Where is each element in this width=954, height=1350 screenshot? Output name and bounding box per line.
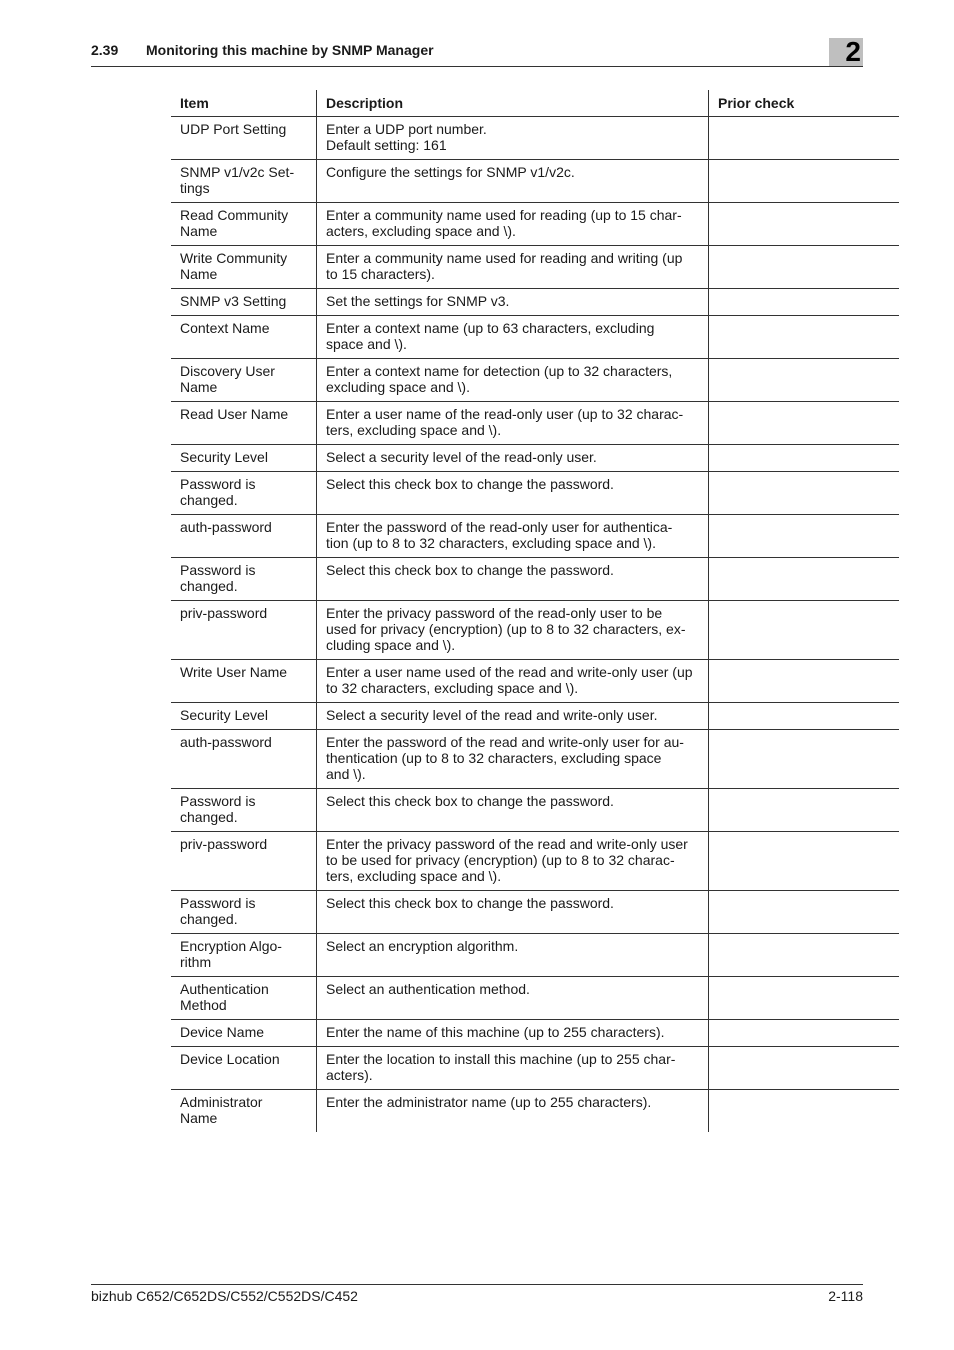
cell-prior-check [709, 789, 900, 832]
cell-prior-check [709, 1047, 900, 1090]
cell-item: Read Community Name [171, 203, 317, 246]
cell-item: Security Level [171, 445, 317, 472]
cell-item: priv-password [171, 601, 317, 660]
cell-item: Authentication Method [171, 977, 317, 1020]
cell-item: SNMP v3 Setting [171, 289, 317, 316]
cell-description: Enter the privacy password of the read and write-only user to be used for privacy (encryption) (up to 8 to 32 charac- ters, excluding space and \). [317, 832, 709, 891]
cell-item: Password is changed. [171, 558, 317, 601]
cell-item: Password is changed. [171, 472, 317, 515]
footer-model-name: bizhub C652/C652DS/C552/C552DS/C452 [91, 1288, 358, 1304]
cell-description: Select an authentication method. [317, 977, 709, 1020]
cell-description: Select an encryption algorithm. [317, 934, 709, 977]
column-header-item: Item [171, 90, 317, 117]
table-row [171, 515, 899, 558]
cell-prior-check [709, 977, 900, 1020]
table-row [171, 402, 899, 445]
cell-prior-check [709, 472, 900, 515]
cell-prior-check [709, 703, 900, 730]
cell-description: Enter the name of this machine (up to 255 characters). [317, 1020, 709, 1047]
cell-description: Enter the privacy password of the read-only user to be used for privacy (encryption) (up to 8 to 32 characters, ex- cluding space and \). [317, 601, 709, 660]
cell-description: Enter the administrator name (up to 255 characters). [317, 1090, 709, 1133]
table-row [171, 934, 899, 977]
table-row [171, 601, 899, 660]
cell-description: Enter the location to install this machine (up to 255 char- acters). [317, 1047, 709, 1090]
cell-prior-check [709, 1090, 900, 1133]
cell-prior-check [709, 316, 900, 359]
cell-description: Configure the settings for SNMP v1/v2c. [317, 160, 709, 203]
cell-prior-check [709, 730, 900, 789]
cell-item: Password is changed. [171, 789, 317, 832]
cell-item: Read User Name [171, 402, 317, 445]
cell-description: Select this check box to change the password. [317, 891, 709, 934]
table-row [171, 977, 899, 1020]
cell-description: Set the settings for SNMP v3. [317, 289, 709, 316]
cell-item: Encryption Algo- rithm [171, 934, 317, 977]
settings-table-container [171, 90, 863, 1132]
table-row [171, 445, 899, 472]
table-row [171, 730, 899, 789]
cell-prior-check [709, 601, 900, 660]
cell-item: Administrator Name [180, 1094, 263, 1126]
table-row [171, 703, 899, 730]
cell-description: Select a security level of the read-only user. [317, 445, 709, 472]
cell-item: Security Level [171, 703, 317, 730]
cell-description: Enter a community name used for reading (up to 15 char- acters, excluding space and \). [317, 203, 709, 246]
cell-prior-check [709, 1020, 900, 1047]
table-row [171, 117, 899, 160]
cell-prior-check [709, 203, 900, 246]
cell-prior-check [709, 891, 900, 934]
table-row [171, 203, 899, 246]
page-header [91, 38, 863, 67]
cell-item: Context Name [171, 316, 317, 359]
cell-description: Enter a user name of the read-only user (up to 32 charac- ters, excluding space and \). [317, 402, 709, 445]
cell-description: Select this check box to change the password. [317, 558, 709, 601]
cell-item: auth-password [171, 730, 317, 789]
table-row [171, 660, 899, 703]
cell-prior-check [709, 445, 900, 472]
cell-prior-check [709, 558, 900, 601]
table-row [171, 832, 899, 891]
cell-item: Device Name [171, 1020, 317, 1047]
cell-prior-check [709, 660, 900, 703]
page-footer [91, 1284, 863, 1304]
cell-item: Discovery User Name [171, 359, 317, 402]
column-header-description: Description [317, 90, 709, 117]
table-row [171, 472, 899, 515]
table-row [171, 789, 899, 832]
cell-prior-check [709, 934, 900, 977]
cell-description: Select this check box to change the password. [317, 472, 709, 515]
cell-item: Password is changed. [171, 891, 317, 934]
chapter-badge: 2 [829, 38, 863, 66]
footer-page-number: 2-118 [828, 1288, 863, 1304]
cell-item: Write User Name [171, 660, 317, 703]
cell-item: Write Community Name [171, 246, 317, 289]
cell-description: Enter a context name for detection (up to 32 characters, excluding space and \). [317, 359, 709, 402]
cell-description: Enter the password of the read-only user for authentica- tion (up to 8 to 32 characters, excluding space and \). [317, 515, 709, 558]
cell-description: Enter the password of the read and write-only user for au- thentication (up to 8 to 32 characters, excluding space and \). [317, 730, 709, 789]
section-title: Monitoring this machine by SNMP Manager [146, 42, 434, 58]
table-row [171, 160, 899, 203]
table-row [171, 289, 899, 316]
cell-prior-check [709, 289, 900, 316]
table-row [171, 316, 899, 359]
table-row [171, 1090, 899, 1133]
table-row [171, 1020, 899, 1047]
table-row [171, 359, 899, 402]
cell-item: priv-password [171, 832, 317, 891]
cell-prior-check [709, 160, 900, 203]
column-header-prior-check: Prior check [709, 90, 900, 117]
cell-item: SNMP v1/v2c Set- tings [171, 160, 317, 203]
cell-item: Device Location [171, 1047, 317, 1090]
settings-table [171, 90, 899, 1132]
table-body [171, 117, 899, 1133]
cell-description: Enter a user name used of the read and write-only user (up to 32 characters, excluding space and \). [317, 660, 709, 703]
table-row [171, 891, 899, 934]
cell-prior-check [709, 246, 900, 289]
cell-item: UDP Port Setting [171, 117, 317, 160]
table-row [171, 1047, 899, 1090]
cell-prior-check [709, 117, 900, 160]
cell-prior-check [709, 402, 900, 445]
table-row [171, 558, 899, 601]
cell-prior-check [709, 515, 900, 558]
cell-description: Enter a UDP port number. Default setting: 161 [317, 117, 709, 160]
cell-description: Enter a context name (up to 63 characters, excluding space and \). [317, 316, 709, 359]
cell-description: Enter a community name used for reading and writing (up to 15 characters). [317, 246, 709, 289]
table-header-row [171, 90, 899, 117]
cell-description: Select this check box to change the password. [317, 789, 709, 832]
cell-prior-check [709, 359, 900, 402]
cell-item: auth-password [171, 515, 317, 558]
cell-prior-check [709, 832, 900, 891]
section-number: 2.39 [91, 42, 119, 58]
table-row [171, 246, 899, 289]
cell-description: Select a security level of the read and write-only user. [317, 703, 709, 730]
